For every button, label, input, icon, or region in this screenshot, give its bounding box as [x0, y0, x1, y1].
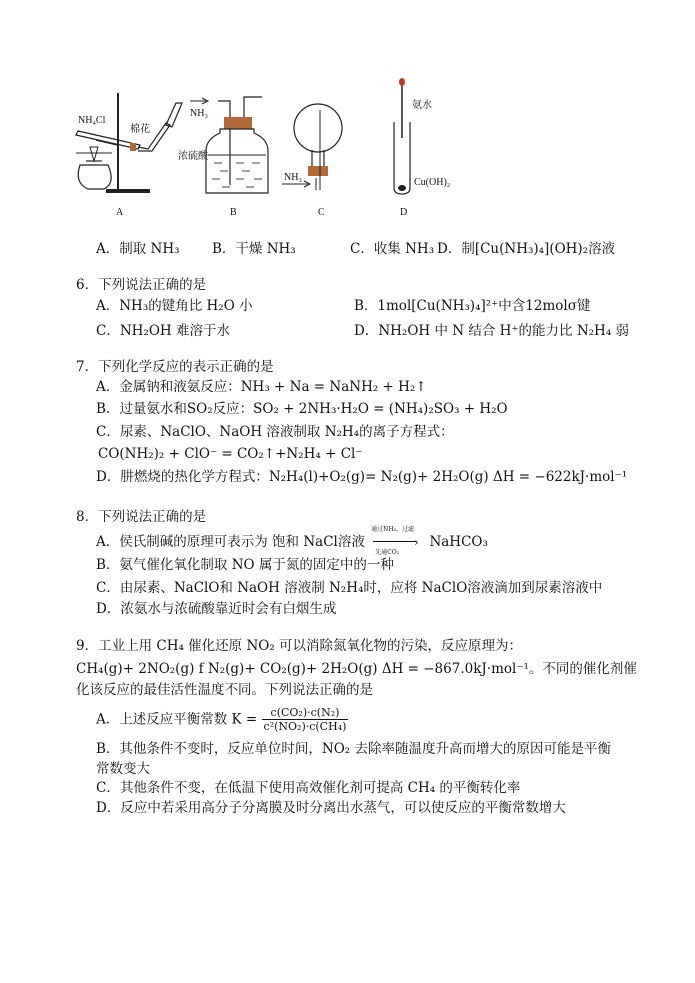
q6-option-d: D．NH₂OH 中 N 结合 H⁺的能力比 N₂H₄ 弱	[354, 323, 630, 339]
q9-option-b-line-2: 常数变大	[96, 761, 150, 777]
figure-a-label: A	[116, 207, 124, 218]
q8-stem: 8．下列说法正确的是	[76, 509, 207, 525]
q7-option-c-equation: CO(NH₂)₂ + ClO⁻ = CO₂↑+N₂H₄ + Cl⁻	[98, 446, 363, 462]
q9-option-d: D．反应中若采用高分子分离膜及时分离出水蒸气，可以使反应的平衡常数增大	[96, 800, 566, 816]
q5-option-a: A．制取 NH₃	[96, 241, 180, 257]
q6-option-b: B．1mol[Cu(NH₃)₄]²⁺中含12molσ键	[354, 298, 591, 314]
q5-option-d: D．制[Cu(NH₃)₄](OH)₂溶液	[437, 241, 616, 257]
figure-d-reagent: 氨水	[412, 100, 432, 111]
figure-a-cotton: 棉花	[130, 124, 150, 135]
q6-option-a: A．NH₃的键角比 H₂O 小	[96, 298, 253, 314]
q7-stem: 7．下列化学反应的表示正确的是	[76, 359, 274, 375]
q8-option-b: B．氨气催化氧化制取 NO 属于氮的固定中的一种	[96, 557, 394, 573]
q8-option-a-prefix: A．侯氏制碱的原理可表示为 饱和 NaCl溶液	[96, 534, 365, 550]
q9-option-b-line-1: B．其他条件不变时，反应单位时间，NO₂ 去除率随温度升高而增大的原因可能是平衡	[96, 741, 612, 757]
q9-fraction-numerator: c(CO₂)·c(N₂)	[262, 706, 349, 720]
q9-stem-line-2: CH₄(g)+ 2NO₂(g) f N₂(g)+ CO₂(g)+ 2H₂O(g) ΔH = −867.0kJ·mol⁻¹。不同的催化剂催	[76, 661, 637, 677]
q8-reaction-arrow	[369, 526, 425, 556]
q8-arrow-head: ›	[414, 536, 419, 549]
q8-arrow-top-text: 通过NH₃，过滤	[371, 526, 415, 533]
q9-fraction	[262, 706, 349, 733]
q9-option-c: C．其他条件不变，在低温下使用高效催化剂可提高 CH₄ 的平衡转化率	[96, 780, 521, 796]
q9-fraction-denominator: c²(NO₂)·c(CH₄)	[263, 720, 347, 733]
q9-stem-line-1: 9．工业上用 CH₄ 催化还原 NO₂ 可以消除氮氧化物的污染，反应原理为：	[76, 638, 523, 654]
q6-option-c: C．NH₂OH 难溶于水	[96, 323, 230, 339]
q5-option-c: C．收集 NH₃	[350, 241, 435, 257]
q7-option-c: C．尿素、NaClO、NaOH 溶液制取 N₂H₄的离子方程式：	[96, 424, 454, 440]
figure-b-liquid: 浓硫酸	[178, 151, 208, 162]
q7-option-b: B．过量氨水和SO₂反应：SO₂ + 2NH₃·H₂O = (NH₄)₂SO₃ + H₂O	[96, 401, 508, 417]
figure-a-reagent: NH₄Cl	[78, 115, 106, 126]
figure-b-label: B	[230, 207, 237, 218]
figure-b-gas: NH₃	[190, 108, 208, 119]
q8-arrow-line	[373, 541, 417, 542]
figure-a-drawing	[66, 85, 186, 200]
figure-c-gas: NH₃	[284, 172, 302, 183]
q5-option-b: B．干燥 NH₃	[212, 241, 296, 257]
q8-option-d: D．浓氨水与浓硫酸靠近时会有白烟生成	[96, 601, 337, 617]
figure-d-label: D	[400, 207, 408, 218]
figure-c-label: C	[318, 207, 325, 218]
q9-option-a	[96, 706, 348, 733]
q9-stem-line-3: 化该反应的最佳活性温度不同。下列说法正确的是	[76, 682, 373, 698]
q8-option-a-product: NaHCO₃	[429, 534, 488, 550]
q9-option-a-prefix: A．上述反应平衡常数 K =	[96, 711, 258, 728]
figure-d-solid: Cu(OH)₂	[414, 177, 451, 188]
q7-option-a: A．金属钠和液氨反应：NH₃ + Na = NaNH₂ + H₂↑	[96, 379, 427, 395]
q8-arrow-bottom-text: 先通CO₂	[375, 549, 400, 556]
q7-option-d: D．肼燃烧的热化学方程式：N₂H₄(l)+O₂(g)= N₂(g)+ 2H₂O(g) ΔH = −622kJ·mol⁻¹	[96, 469, 628, 485]
q8-option-c: C．由尿素、NaClO和 NaOH 溶液制 N₂H₄时，应将 NaClO溶液滴加到尿素溶液中	[96, 580, 603, 596]
q8-option-a	[96, 526, 488, 556]
q6-stem: 6．下列说法正确的是	[76, 277, 207, 293]
